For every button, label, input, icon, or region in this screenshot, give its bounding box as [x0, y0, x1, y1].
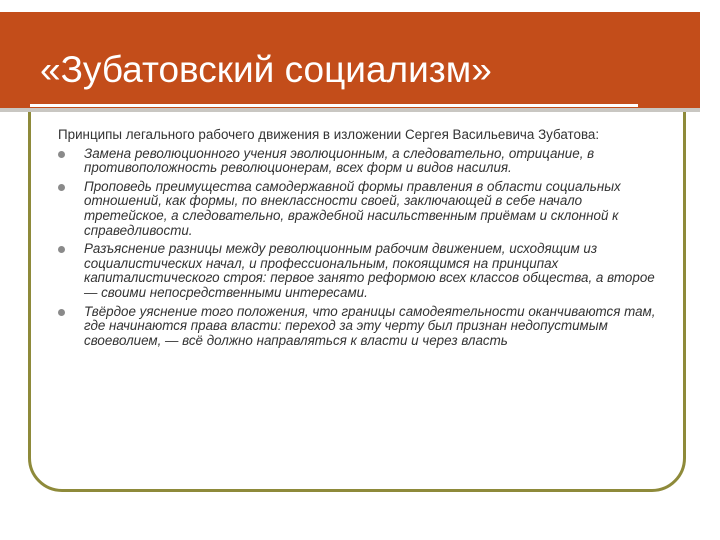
title-shadow [0, 108, 700, 112]
bullet-dot-icon [58, 309, 65, 316]
bullet-item [58, 147, 668, 176]
title-underline [30, 104, 638, 107]
slide-title: «Зубатовский социализм» [40, 49, 492, 90]
bullet-list [58, 147, 668, 349]
bullet-dot-icon [58, 246, 65, 253]
bullet-text: Проповедь преимущества самодержавной формы правления в области социальных отношений, как формы, по внеклассности своей, заключающей в себе начало третейское, а следовательно, враждебной насильственным приёмам и склонной к справедливости. [84, 178, 621, 238]
bullet-dot-icon [58, 151, 65, 158]
bullet-text: Замена революционного учения эволюционным, а следовательно, отрицание, в противоположность революционерам, всех форм и видов насилия. [84, 145, 595, 176]
bullet-item [58, 305, 668, 349]
bullet-dot-icon [58, 184, 65, 191]
title-bar [0, 12, 700, 108]
slide-content [58, 128, 668, 352]
bullet-item [58, 242, 668, 300]
bullet-text: Разъяснение разницы между революционным рабочим движением, исходящим из социалистических начал, и профессиональным, покоящимся на принципах капиталистического строя: первое занято реформою всех классов общества, а второе — своими непосредственными интересами. [84, 241, 655, 300]
intro-text: Принципы легального рабочего движения в изложении Сергея Васильевича Зубатова: [58, 127, 600, 142]
bullet-text: Твёрдое уяснение того положения, что границы самодеятельности оканчиваются там, где начинаются права власти: переход за эту черту был признан недопустимым своеволием, — всё должно направляться к власти и через власть [84, 303, 656, 348]
bullet-item [58, 180, 668, 238]
